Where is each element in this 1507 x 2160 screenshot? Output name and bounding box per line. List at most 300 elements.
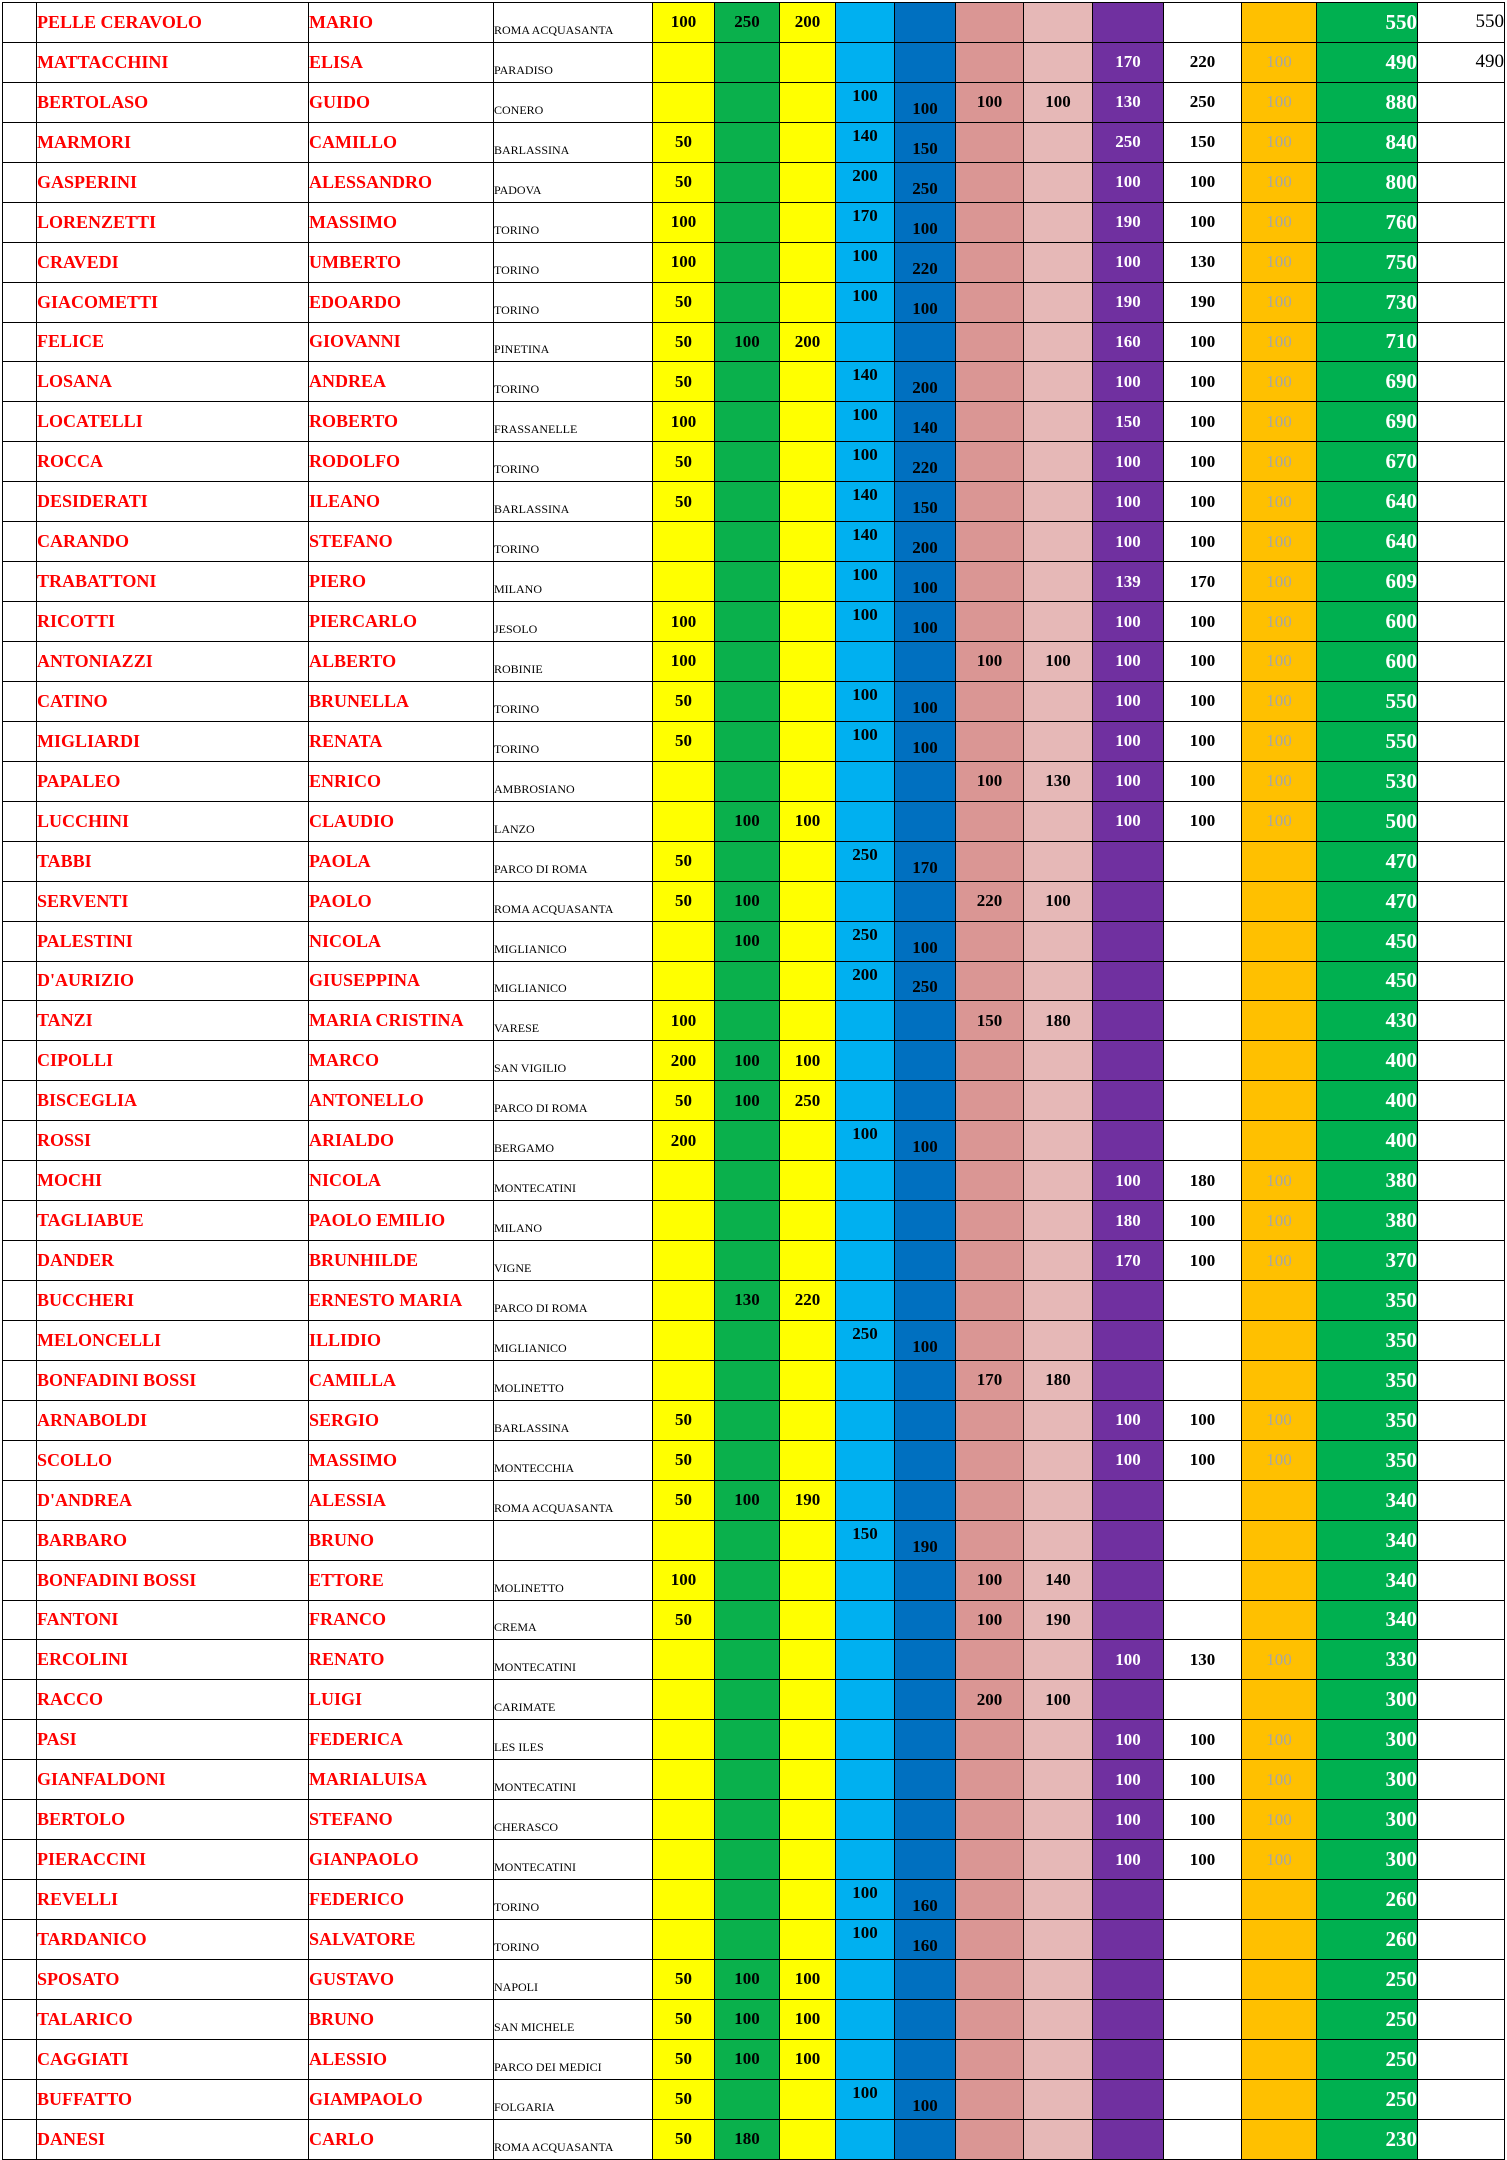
total-cell: 430 bbox=[1317, 1001, 1418, 1041]
surname-cell: DANESI bbox=[37, 2119, 309, 2159]
surname-cell: CRAVEDI bbox=[37, 242, 309, 282]
first-name-cell: ENRICO bbox=[309, 761, 494, 801]
club-cell: TORINO bbox=[494, 242, 653, 282]
score-cell-10: 100 bbox=[1242, 1800, 1317, 1840]
score-cell-8: 100 bbox=[1093, 761, 1164, 801]
table-row bbox=[3, 322, 1505, 362]
surname-cell: TANZI bbox=[37, 1001, 309, 1041]
score-cell-3 bbox=[780, 1920, 836, 1960]
score-cell-4 bbox=[836, 3, 895, 43]
club-cell: TORINO bbox=[494, 522, 653, 562]
surname-cell: GIANFALDONI bbox=[37, 1760, 309, 1800]
score-cell-1: 50 bbox=[653, 482, 715, 522]
score-cell-10 bbox=[1242, 1320, 1317, 1360]
table-row bbox=[3, 761, 1505, 801]
club-cell: MONTECCHIA bbox=[494, 1440, 653, 1480]
score-cell-6 bbox=[956, 362, 1024, 402]
score-cell-8: 190 bbox=[1093, 202, 1164, 242]
score-cell-1: 100 bbox=[653, 1001, 715, 1041]
club-cell: SAN VIGILIO bbox=[494, 1041, 653, 1081]
score-cell-6 bbox=[956, 1520, 1024, 1560]
score-cell-6 bbox=[956, 1201, 1024, 1241]
score-cell-4: 100 bbox=[836, 282, 895, 322]
score-cell-1: 50 bbox=[653, 1440, 715, 1480]
score-cell-9 bbox=[1164, 1121, 1242, 1161]
score-cell-1 bbox=[653, 1920, 715, 1960]
score-cell-2 bbox=[715, 642, 780, 682]
surname-cell: LOSANA bbox=[37, 362, 309, 402]
club-cell: PARCO DEI MEDICI bbox=[494, 2039, 653, 2079]
extra-total-cell: 490 bbox=[1418, 42, 1505, 82]
score-cell-4 bbox=[836, 881, 895, 921]
score-cell-2 bbox=[715, 681, 780, 721]
score-cell-10: 100 bbox=[1242, 442, 1317, 482]
surname-cell: DESIDERATI bbox=[37, 482, 309, 522]
table-row bbox=[3, 1201, 1505, 1241]
score-cell-9: 100 bbox=[1164, 442, 1242, 482]
score-cell-5: 160 bbox=[895, 1880, 956, 1920]
score-cell-4: 100 bbox=[836, 602, 895, 642]
table-row bbox=[3, 1161, 1505, 1201]
score-cell-10 bbox=[1242, 881, 1317, 921]
row-index-cell bbox=[3, 2119, 37, 2159]
score-cell-9: 170 bbox=[1164, 562, 1242, 602]
score-cell-8 bbox=[1093, 1480, 1164, 1520]
score-cell-6 bbox=[956, 1041, 1024, 1081]
row-index-cell bbox=[3, 1640, 37, 1680]
score-cell-6 bbox=[956, 721, 1024, 761]
row-index-cell bbox=[3, 1001, 37, 1041]
score-cell-10: 100 bbox=[1242, 1840, 1317, 1880]
surname-cell: LOCATELLI bbox=[37, 402, 309, 442]
score-cell-8 bbox=[1093, 1920, 1164, 1960]
score-cell-5 bbox=[895, 1201, 956, 1241]
row-index-cell bbox=[3, 881, 37, 921]
score-cell-2 bbox=[715, 1320, 780, 1360]
score-cell-4: 140 bbox=[836, 482, 895, 522]
row-index-cell bbox=[3, 1840, 37, 1880]
score-cell-10 bbox=[1242, 1281, 1317, 1321]
score-cell-8 bbox=[1093, 2079, 1164, 2119]
score-cell-8: 100 bbox=[1093, 522, 1164, 562]
score-cell-9 bbox=[1164, 1560, 1242, 1600]
score-cell-4 bbox=[836, 42, 895, 82]
extra-total-cell bbox=[1418, 82, 1505, 122]
score-cell-3 bbox=[780, 681, 836, 721]
row-index-cell bbox=[3, 1440, 37, 1480]
score-cell-2 bbox=[715, 1440, 780, 1480]
score-cell-9 bbox=[1164, 1959, 1242, 1999]
surname-cell: D'ANDREA bbox=[37, 1480, 309, 1520]
total-cell: 350 bbox=[1317, 1281, 1418, 1321]
score-cell-1: 50 bbox=[653, 2119, 715, 2159]
score-cell-1: 50 bbox=[653, 1999, 715, 2039]
total-cell: 550 bbox=[1317, 681, 1418, 721]
score-cell-8 bbox=[1093, 1281, 1164, 1321]
surname-cell: LORENZETTI bbox=[37, 202, 309, 242]
surname-cell: GASPERINI bbox=[37, 162, 309, 202]
score-cell-8: 160 bbox=[1093, 322, 1164, 362]
score-cell-5: 170 bbox=[895, 841, 956, 881]
club-cell: TORINO bbox=[494, 1920, 653, 1960]
score-cell-4 bbox=[836, 801, 895, 841]
score-cell-6 bbox=[956, 2079, 1024, 2119]
score-cell-2 bbox=[715, 1840, 780, 1880]
first-name-cell: MASSIMO bbox=[309, 202, 494, 242]
extra-total-cell bbox=[1418, 482, 1505, 522]
score-cell-7 bbox=[1024, 562, 1093, 602]
table-row bbox=[3, 242, 1505, 282]
score-cell-5 bbox=[895, 2039, 956, 2079]
score-cell-3 bbox=[780, 1680, 836, 1720]
score-cell-10: 100 bbox=[1242, 1440, 1317, 1480]
score-cell-9: 100 bbox=[1164, 202, 1242, 242]
total-cell: 760 bbox=[1317, 202, 1418, 242]
table-row bbox=[3, 1520, 1505, 1560]
score-cell-5: 160 bbox=[895, 1920, 956, 1960]
club-cell: PARCO DI ROMA bbox=[494, 841, 653, 881]
total-cell: 260 bbox=[1317, 1880, 1418, 1920]
score-cell-2 bbox=[715, 1400, 780, 1440]
score-cell-2: 100 bbox=[715, 1480, 780, 1520]
score-cell-7 bbox=[1024, 841, 1093, 881]
extra-total-cell bbox=[1418, 442, 1505, 482]
score-cell-10 bbox=[1242, 1121, 1317, 1161]
score-cell-2: 130 bbox=[715, 1281, 780, 1321]
club-cell: MIGLIANICO bbox=[494, 921, 653, 961]
score-cell-3: 200 bbox=[780, 322, 836, 362]
club-cell: AMBROSIANO bbox=[494, 761, 653, 801]
table-row bbox=[3, 1041, 1505, 1081]
score-cell-9: 150 bbox=[1164, 122, 1242, 162]
score-cell-4: 200 bbox=[836, 162, 895, 202]
table-row bbox=[3, 402, 1505, 442]
club-cell: MIGLIANICO bbox=[494, 961, 653, 1001]
score-cell-5 bbox=[895, 1360, 956, 1400]
score-cell-7 bbox=[1024, 961, 1093, 1001]
score-cell-5 bbox=[895, 881, 956, 921]
score-cell-6 bbox=[956, 1720, 1024, 1760]
score-cell-9 bbox=[1164, 1001, 1242, 1041]
club-cell: MILANO bbox=[494, 1201, 653, 1241]
first-name-cell: MARIA CRISTINA bbox=[309, 1001, 494, 1041]
score-cell-3 bbox=[780, 1720, 836, 1760]
table-row bbox=[3, 841, 1505, 881]
score-cell-1: 200 bbox=[653, 1121, 715, 1161]
score-cell-10: 100 bbox=[1242, 761, 1317, 801]
score-cell-1 bbox=[653, 1281, 715, 1321]
score-cell-2: 100 bbox=[715, 2039, 780, 2079]
score-cell-6 bbox=[956, 1640, 1024, 1680]
score-cell-4: 100 bbox=[836, 1880, 895, 1920]
score-cell-1 bbox=[653, 1800, 715, 1840]
score-cell-1 bbox=[653, 1840, 715, 1880]
score-cell-2: 100 bbox=[715, 322, 780, 362]
score-cell-1 bbox=[653, 522, 715, 562]
score-cell-6: 100 bbox=[956, 82, 1024, 122]
score-cell-2 bbox=[715, 122, 780, 162]
surname-cell: ROSSI bbox=[37, 1121, 309, 1161]
row-index-cell bbox=[3, 1241, 37, 1281]
table-row bbox=[3, 1400, 1505, 1440]
score-cell-10: 100 bbox=[1242, 1640, 1317, 1680]
club-cell: MOLINETTO bbox=[494, 1360, 653, 1400]
row-index-cell bbox=[3, 961, 37, 1001]
score-cell-8: 100 bbox=[1093, 801, 1164, 841]
club-cell: MONTECATINI bbox=[494, 1760, 653, 1800]
score-cell-9: 100 bbox=[1164, 402, 1242, 442]
score-cell-2 bbox=[715, 562, 780, 602]
first-name-cell: BRUNHILDE bbox=[309, 1241, 494, 1281]
row-index-cell bbox=[3, 522, 37, 562]
club-cell: FRASSANELLE bbox=[494, 402, 653, 442]
score-cell-5: 100 bbox=[895, 921, 956, 961]
score-cell-7 bbox=[1024, 42, 1093, 82]
extra-total-cell bbox=[1418, 681, 1505, 721]
table-row bbox=[3, 1001, 1505, 1041]
score-cell-6 bbox=[956, 1400, 1024, 1440]
score-cell-10 bbox=[1242, 1081, 1317, 1121]
score-cell-6 bbox=[956, 1959, 1024, 1999]
score-cell-5 bbox=[895, 1760, 956, 1800]
total-cell: 340 bbox=[1317, 1600, 1418, 1640]
score-cell-8 bbox=[1093, 1041, 1164, 1081]
score-cell-8: 100 bbox=[1093, 1800, 1164, 1840]
score-cell-9: 100 bbox=[1164, 1760, 1242, 1800]
score-cell-5 bbox=[895, 1081, 956, 1121]
surname-cell: SERVENTI bbox=[37, 881, 309, 921]
first-name-cell: CAMILLO bbox=[309, 122, 494, 162]
club-cell: ROMA ACQUASANTA bbox=[494, 3, 653, 43]
score-cell-2 bbox=[715, 1760, 780, 1800]
score-cell-6: 100 bbox=[956, 761, 1024, 801]
score-cell-9: 100 bbox=[1164, 721, 1242, 761]
score-cell-3 bbox=[780, 721, 836, 761]
extra-total-cell bbox=[1418, 1680, 1505, 1720]
total-cell: 350 bbox=[1317, 1400, 1418, 1440]
total-cell: 600 bbox=[1317, 602, 1418, 642]
row-index-cell bbox=[3, 1760, 37, 1800]
row-index-cell bbox=[3, 402, 37, 442]
first-name-cell: ARIALDO bbox=[309, 1121, 494, 1161]
score-cell-2 bbox=[715, 402, 780, 442]
score-cell-4 bbox=[836, 1840, 895, 1880]
extra-total-cell bbox=[1418, 402, 1505, 442]
total-cell: 340 bbox=[1317, 1480, 1418, 1520]
score-cell-5: 100 bbox=[895, 202, 956, 242]
extra-total-cell bbox=[1418, 1840, 1505, 1880]
score-cell-10: 100 bbox=[1242, 242, 1317, 282]
score-cell-6 bbox=[956, 242, 1024, 282]
table-row bbox=[3, 1999, 1505, 2039]
score-cell-10 bbox=[1242, 1880, 1317, 1920]
score-cell-7 bbox=[1024, 2039, 1093, 2079]
score-cell-10 bbox=[1242, 841, 1317, 881]
table-row bbox=[3, 1360, 1505, 1400]
extra-total-cell bbox=[1418, 1041, 1505, 1081]
club-cell: MILANO bbox=[494, 562, 653, 602]
total-cell: 640 bbox=[1317, 522, 1418, 562]
row-index-cell bbox=[3, 242, 37, 282]
club-cell: VARESE bbox=[494, 1001, 653, 1041]
score-cell-7 bbox=[1024, 1800, 1093, 1840]
score-cell-2 bbox=[715, 1520, 780, 1560]
surname-cell: BARBARO bbox=[37, 1520, 309, 1560]
club-cell: TORINO bbox=[494, 1880, 653, 1920]
score-cell-3 bbox=[780, 282, 836, 322]
row-index-cell bbox=[3, 1720, 37, 1760]
score-cell-3 bbox=[780, 1800, 836, 1840]
score-cell-4 bbox=[836, 1081, 895, 1121]
score-cell-3 bbox=[780, 2119, 836, 2159]
score-cell-3 bbox=[780, 202, 836, 242]
first-name-cell: MARIALUISA bbox=[309, 1760, 494, 1800]
score-cell-5 bbox=[895, 322, 956, 362]
extra-total-cell bbox=[1418, 1400, 1505, 1440]
club-cell: TORINO bbox=[494, 362, 653, 402]
score-cell-5: 100 bbox=[895, 681, 956, 721]
surname-cell: LUCCHINI bbox=[37, 801, 309, 841]
score-cell-7 bbox=[1024, 1081, 1093, 1121]
score-cell-1: 100 bbox=[653, 202, 715, 242]
first-name-cell: EDOARDO bbox=[309, 282, 494, 322]
score-cell-8 bbox=[1093, 881, 1164, 921]
extra-total-cell bbox=[1418, 162, 1505, 202]
score-cell-10 bbox=[1242, 921, 1317, 961]
score-cell-9: 100 bbox=[1164, 162, 1242, 202]
score-cell-7: 140 bbox=[1024, 1560, 1093, 1600]
score-cell-6 bbox=[956, 1800, 1024, 1840]
score-cell-4: 100 bbox=[836, 1121, 895, 1161]
score-cell-3: 100 bbox=[780, 801, 836, 841]
score-cell-10: 100 bbox=[1242, 42, 1317, 82]
table-row bbox=[3, 1560, 1505, 1600]
surname-cell: TARDANICO bbox=[37, 1920, 309, 1960]
score-cell-1 bbox=[653, 921, 715, 961]
surname-cell: CARANDO bbox=[37, 522, 309, 562]
score-cell-6 bbox=[956, 122, 1024, 162]
score-cell-7 bbox=[1024, 202, 1093, 242]
surname-cell: MELONCELLI bbox=[37, 1320, 309, 1360]
score-cell-7: 100 bbox=[1024, 642, 1093, 682]
first-name-cell: FRANCO bbox=[309, 1600, 494, 1640]
score-cell-7 bbox=[1024, 1840, 1093, 1880]
score-cell-9 bbox=[1164, 1081, 1242, 1121]
score-cell-5 bbox=[895, 1281, 956, 1321]
extra-total-cell bbox=[1418, 1600, 1505, 1640]
surname-cell: BISCEGLIA bbox=[37, 1081, 309, 1121]
score-cell-7 bbox=[1024, 242, 1093, 282]
score-cell-9 bbox=[1164, 2039, 1242, 2079]
score-cell-4: 100 bbox=[836, 681, 895, 721]
total-cell: 609 bbox=[1317, 562, 1418, 602]
score-cell-1 bbox=[653, 961, 715, 1001]
total-cell: 800 bbox=[1317, 162, 1418, 202]
score-cell-6 bbox=[956, 1999, 1024, 2039]
score-cell-3 bbox=[780, 1241, 836, 1281]
score-cell-6: 220 bbox=[956, 881, 1024, 921]
first-name-cell: STEFANO bbox=[309, 1800, 494, 1840]
total-cell: 300 bbox=[1317, 1840, 1418, 1880]
score-cell-2 bbox=[715, 2079, 780, 2119]
score-cell-7 bbox=[1024, 1400, 1093, 1440]
surname-cell: TABBI bbox=[37, 841, 309, 881]
score-cell-3 bbox=[780, 1121, 836, 1161]
score-cell-7 bbox=[1024, 1320, 1093, 1360]
score-cell-6 bbox=[956, 1840, 1024, 1880]
score-cell-10: 100 bbox=[1242, 362, 1317, 402]
score-cell-1: 50 bbox=[653, 881, 715, 921]
score-cell-9: 100 bbox=[1164, 322, 1242, 362]
score-cell-8 bbox=[1093, 2119, 1164, 2159]
score-cell-1 bbox=[653, 1760, 715, 1800]
club-cell: CREMA bbox=[494, 1600, 653, 1640]
score-cell-10: 100 bbox=[1242, 642, 1317, 682]
score-cell-2 bbox=[715, 1241, 780, 1281]
total-cell: 690 bbox=[1317, 402, 1418, 442]
score-cell-10 bbox=[1242, 1680, 1317, 1720]
score-cell-9: 130 bbox=[1164, 242, 1242, 282]
score-cell-3 bbox=[780, 122, 836, 162]
score-cell-5 bbox=[895, 1560, 956, 1600]
extra-total-cell bbox=[1418, 1800, 1505, 1840]
score-cell-7: 100 bbox=[1024, 1680, 1093, 1720]
score-cell-5 bbox=[895, 3, 956, 43]
score-cell-9: 190 bbox=[1164, 282, 1242, 322]
score-cell-2 bbox=[715, 1201, 780, 1241]
score-cell-6 bbox=[956, 1121, 1024, 1161]
row-index-cell bbox=[3, 162, 37, 202]
score-cell-7 bbox=[1024, 362, 1093, 402]
score-cell-10: 100 bbox=[1242, 522, 1317, 562]
score-cell-4: 250 bbox=[836, 921, 895, 961]
surname-cell: PAPALEO bbox=[37, 761, 309, 801]
score-cell-2 bbox=[715, 202, 780, 242]
club-cell: TORINO bbox=[494, 442, 653, 482]
score-cell-7 bbox=[1024, 1440, 1093, 1480]
surname-cell: MIGLIARDI bbox=[37, 721, 309, 761]
score-cell-4: 140 bbox=[836, 122, 895, 162]
extra-total-cell bbox=[1418, 1520, 1505, 1560]
score-cell-7 bbox=[1024, 1281, 1093, 1321]
table-row bbox=[3, 721, 1505, 761]
ranking-table bbox=[2, 2, 1505, 2160]
score-cell-6: 200 bbox=[956, 1680, 1024, 1720]
score-cell-3: 220 bbox=[780, 1281, 836, 1321]
extra-total-cell bbox=[1418, 841, 1505, 881]
club-cell: TORINO bbox=[494, 282, 653, 322]
score-cell-3 bbox=[780, 82, 836, 122]
score-cell-9 bbox=[1164, 961, 1242, 1001]
score-cell-3 bbox=[780, 162, 836, 202]
total-cell: 450 bbox=[1317, 921, 1418, 961]
score-cell-1: 100 bbox=[653, 602, 715, 642]
score-cell-6 bbox=[956, 162, 1024, 202]
row-index-cell bbox=[3, 1041, 37, 1081]
row-index-cell bbox=[3, 1800, 37, 1840]
score-cell-3 bbox=[780, 42, 836, 82]
score-cell-6: 100 bbox=[956, 642, 1024, 682]
score-cell-5 bbox=[895, 1161, 956, 1201]
table-row bbox=[3, 961, 1505, 1001]
table-row bbox=[3, 1959, 1505, 1999]
score-cell-3 bbox=[780, 522, 836, 562]
first-name-cell: UMBERTO bbox=[309, 242, 494, 282]
score-cell-9 bbox=[1164, 1600, 1242, 1640]
score-cell-8: 100 bbox=[1093, 442, 1164, 482]
score-cell-8 bbox=[1093, 1999, 1164, 2039]
score-cell-9: 100 bbox=[1164, 681, 1242, 721]
